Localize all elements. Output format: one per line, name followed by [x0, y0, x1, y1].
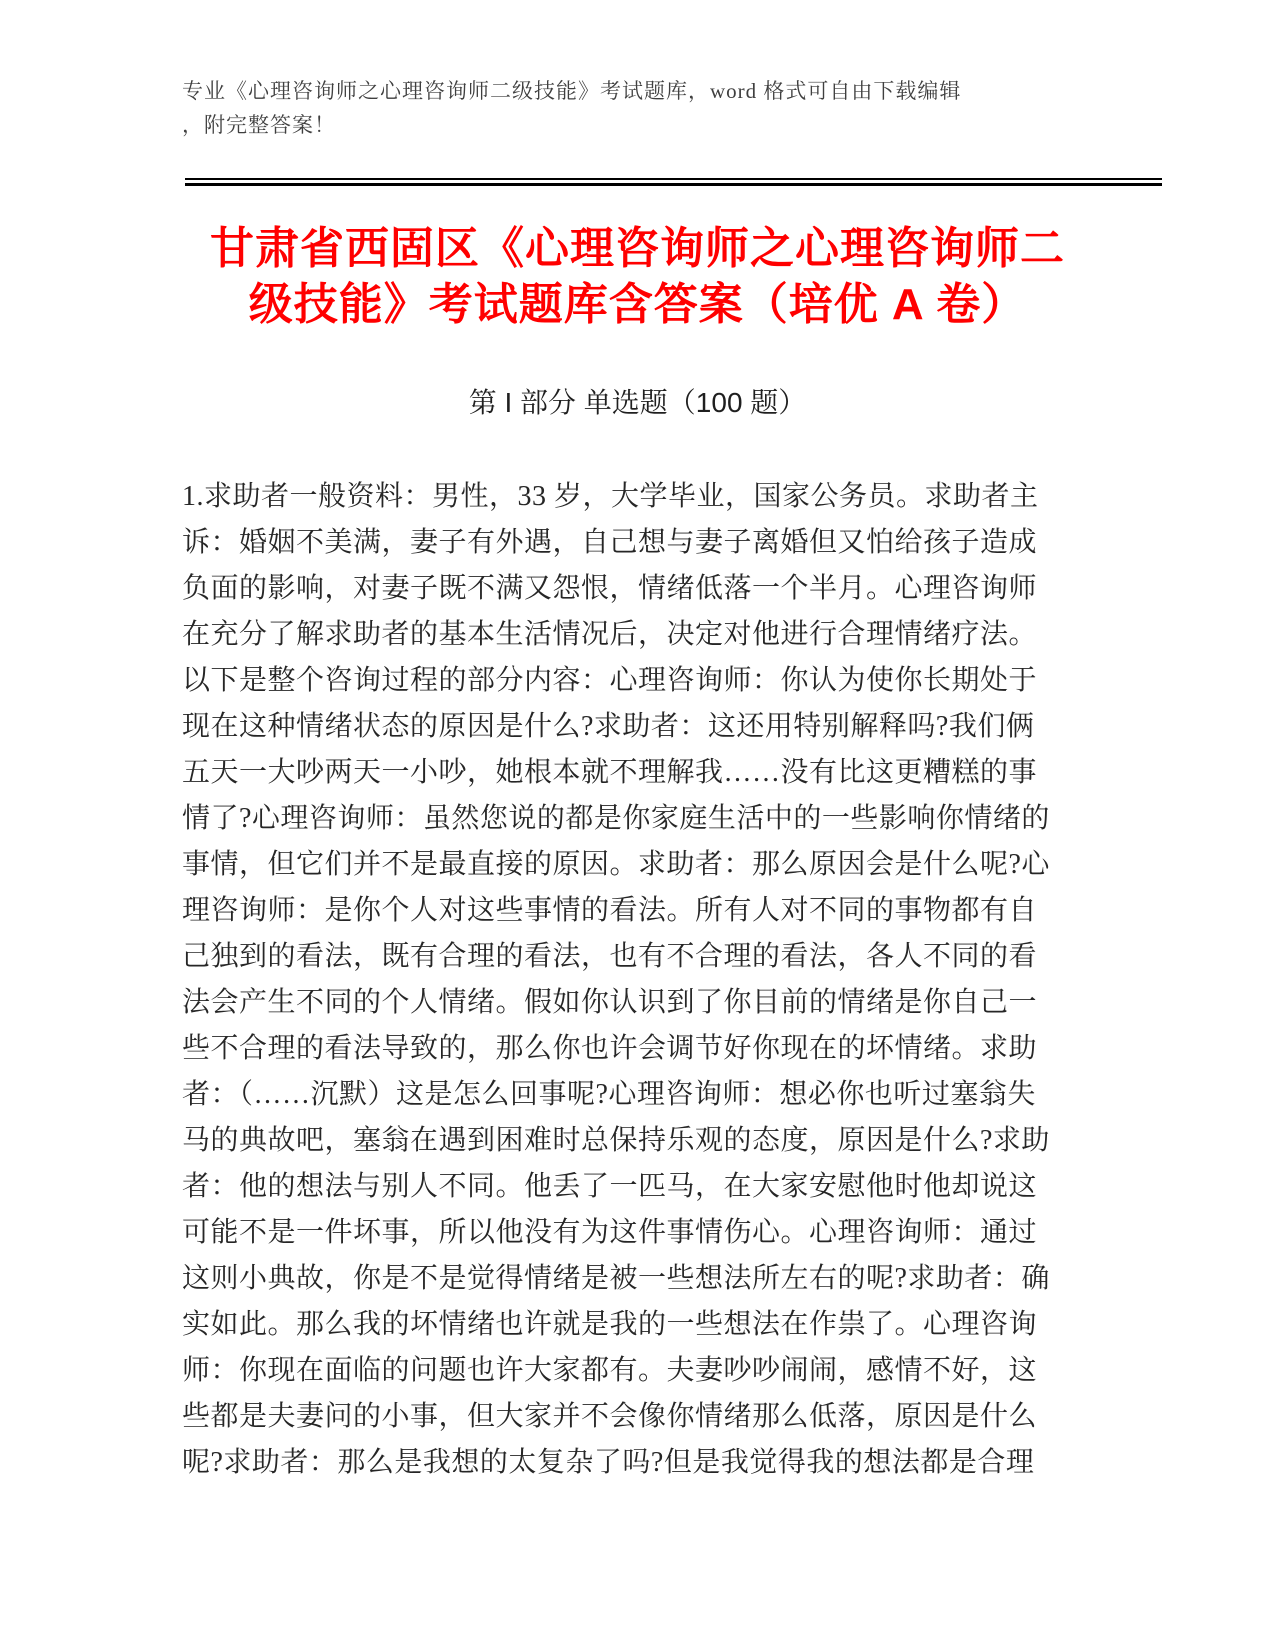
question-text-line: 事情，但它们并不是最直接的原因。求助者：那么原因会是什么呢?心: [182, 849, 1050, 880]
question-text-line: 己独到的看法，既有合理的看法，也有不合理的看法，各人不同的看: [182, 941, 1038, 972]
question-text-line: 在充分了解求助者的基本生活情况后，决定对他进行合理情绪疗法。: [182, 619, 1038, 650]
question-text-line: 诉：婚姻不美满，妻子有外遇，自己想与妻子离婚但又怕给孩子造成: [182, 527, 1038, 558]
question-text-line: 些不合理的看法导致的，那么你也许会调节好你现在的坏情绪。求助: [182, 1033, 1038, 1064]
question-text-line: 负面的影响，对妻子既不满又怨恨，情绪低落一个半月。心理咨询师: [182, 573, 1038, 604]
question-text-line: 马的典故吧，塞翁在遇到困难时总保持乐观的态度，原因是什么?求助: [182, 1125, 1050, 1156]
header-divider-rule: [185, 178, 1162, 186]
question-text-line: 实如此。那么我的坏情绪也许就是我的一些想法在作祟了。心理咨询: [182, 1309, 1038, 1340]
page-header: [182, 74, 1094, 142]
header-text-line-1: 专业《心理咨询师之心理咨询师二级技能》考试题库，word 格式可自由下载编辑: [182, 79, 962, 103]
section-heading: 第 I 部分 单选题（100 题）: [468, 387, 807, 418]
question-text-line: 些都是夫妻问的小事，但大家并不会像你情绪那么低落，原因是什么: [182, 1401, 1038, 1432]
question-text-line: 师：你现在面临的问题也许大家都有。夫妻吵吵闹闹，感情不好，这: [182, 1355, 1038, 1386]
question-1-paragraph: [182, 474, 1082, 1486]
question-text-line: 这则小典故，你是不是觉得情绪是被一些想法所左右的呢?求助者：确: [182, 1263, 1050, 1294]
question-text-line: 呢?求助者：那么是我想的太复杂了吗?但是我觉得我的想法都是合理: [182, 1447, 1035, 1478]
question-text-line: 现在这种情绪状态的原因是什么?求助者：这还用特别解释吗?我们俩: [182, 711, 1035, 742]
question-text-line: 理咨询师：是你个人对这些事情的看法。所有人对不同的事物都有自: [182, 895, 1038, 926]
question-text-line: 以下是整个咨询过程的部分内容：心理咨询师：你认为使你长期处于: [182, 665, 1038, 696]
question-text-line: 法会产生不同的个人情绪。假如你认识到了你目前的情绪是你自己一: [182, 987, 1038, 1018]
question-text-line: 可能不是一件坏事，所以他没有为这件事情伤心。心理咨询师：通过: [182, 1217, 1038, 1248]
question-text-line: 者：他的想法与别人不同。他丢了一匹马，在大家安慰他时他却说这: [182, 1171, 1038, 1202]
question-text-line: 者：（……沉默）这是怎么回事呢?心理咨询师：想必你也听过塞翁失: [182, 1079, 1036, 1110]
question-text-line: 情了?心理咨询师：虽然您说的都是你家庭生活中的一些影响你情绪的: [182, 803, 1050, 834]
question-text-line: 五天一大吵两天一小吵，她根本就不理解我……没有比这更糟糕的事: [182, 757, 1038, 788]
question-text-line: 1.求助者一般资料：男性，33 岁，大学毕业，国家公务员。求助者主: [182, 481, 1039, 512]
header-text-line-2: ，附完整答案！: [182, 113, 336, 137]
document-title-line-1: 甘肃省西固区《心理咨询师之心理咨询师二: [210, 224, 1065, 273]
document-title-line-2: 级技能》考试题库含答案（培优 A 卷）: [248, 280, 1027, 329]
document-title: [0, 221, 1275, 333]
